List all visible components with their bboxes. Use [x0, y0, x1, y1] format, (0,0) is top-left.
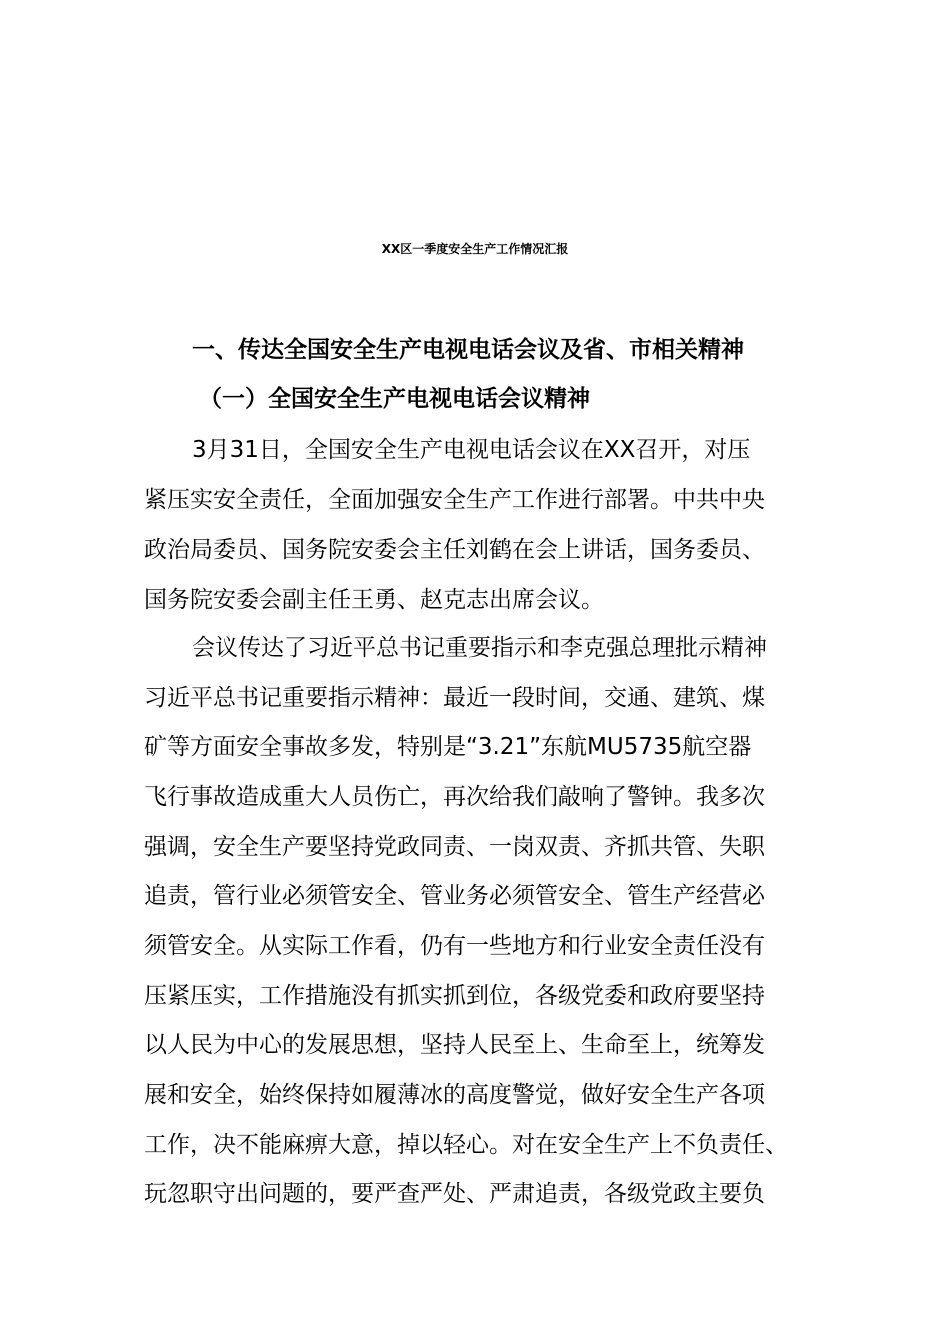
subsection-heading: （一）全国安全生产电视电话会议精神 [199, 386, 590, 412]
paragraph-line: 强调，安全生产要坚持党政同责、一岗双责、齐抓共管、失职 [144, 834, 765, 860]
paragraph-line: 以人民为中心的发展思想，坚持人民至上、生命至上，统筹发 [144, 1032, 765, 1058]
paragraph-line: 玩忽职守出问题的，要严查严处、严肃追责，各级党政主要负 [144, 1181, 765, 1207]
paragraph-line: 政治局委员、国务院安委会主任刘鹤在会上讲话，国务委员、 [144, 537, 765, 563]
document-title: XX区一季度安全生产工作情况汇报 [381, 242, 569, 256]
paragraph-line: 3月31日，全国安全生产电视电话会议在XX召开，对压 [192, 437, 751, 463]
paragraph-line: 国务院安委会副主任王勇、赵克志出席会议。 [144, 587, 604, 613]
paragraph-line: 会议传达了习近平总书记重要指示和李克强总理批示精神 [192, 635, 767, 661]
paragraph-line: 习近平总书记重要指示精神：最近一段时间，交通、建筑、煤 [144, 685, 765, 711]
paragraph-line: 紧压实安全责任，全面加强安全生产工作进行部署。中共中央 [144, 487, 765, 513]
section-heading: 一、传达全国安全生产电视电话会议及省、市相关精神 [192, 337, 744, 363]
paragraph-line: 飞行事故造成重大人员伤亡，再次给我们敲响了警钟。我多次 [144, 784, 765, 810]
paragraph-line: 追责，管行业必须管安全、管业务必须管安全、管生产经营必 [144, 883, 765, 909]
paragraph-line: 压紧压实，工作措施没有抓实抓到位，各级党委和政府要坚持 [144, 983, 765, 1009]
paragraph-line: 工作，决不能麻痹大意，掉以轻心。对在安全生产上不负责任、 [144, 1132, 788, 1158]
paragraph-line: 矿等方面安全事故多发，特别是“3.21”东航MU5735航空器 [144, 734, 752, 760]
paragraph-line: 展和安全，始终保持如履薄冰的高度警觉，做好安全生产各项 [144, 1082, 765, 1108]
paragraph-line: 须管安全。从实际工作看，仍有一些地方和行业安全责任没有 [144, 933, 765, 959]
